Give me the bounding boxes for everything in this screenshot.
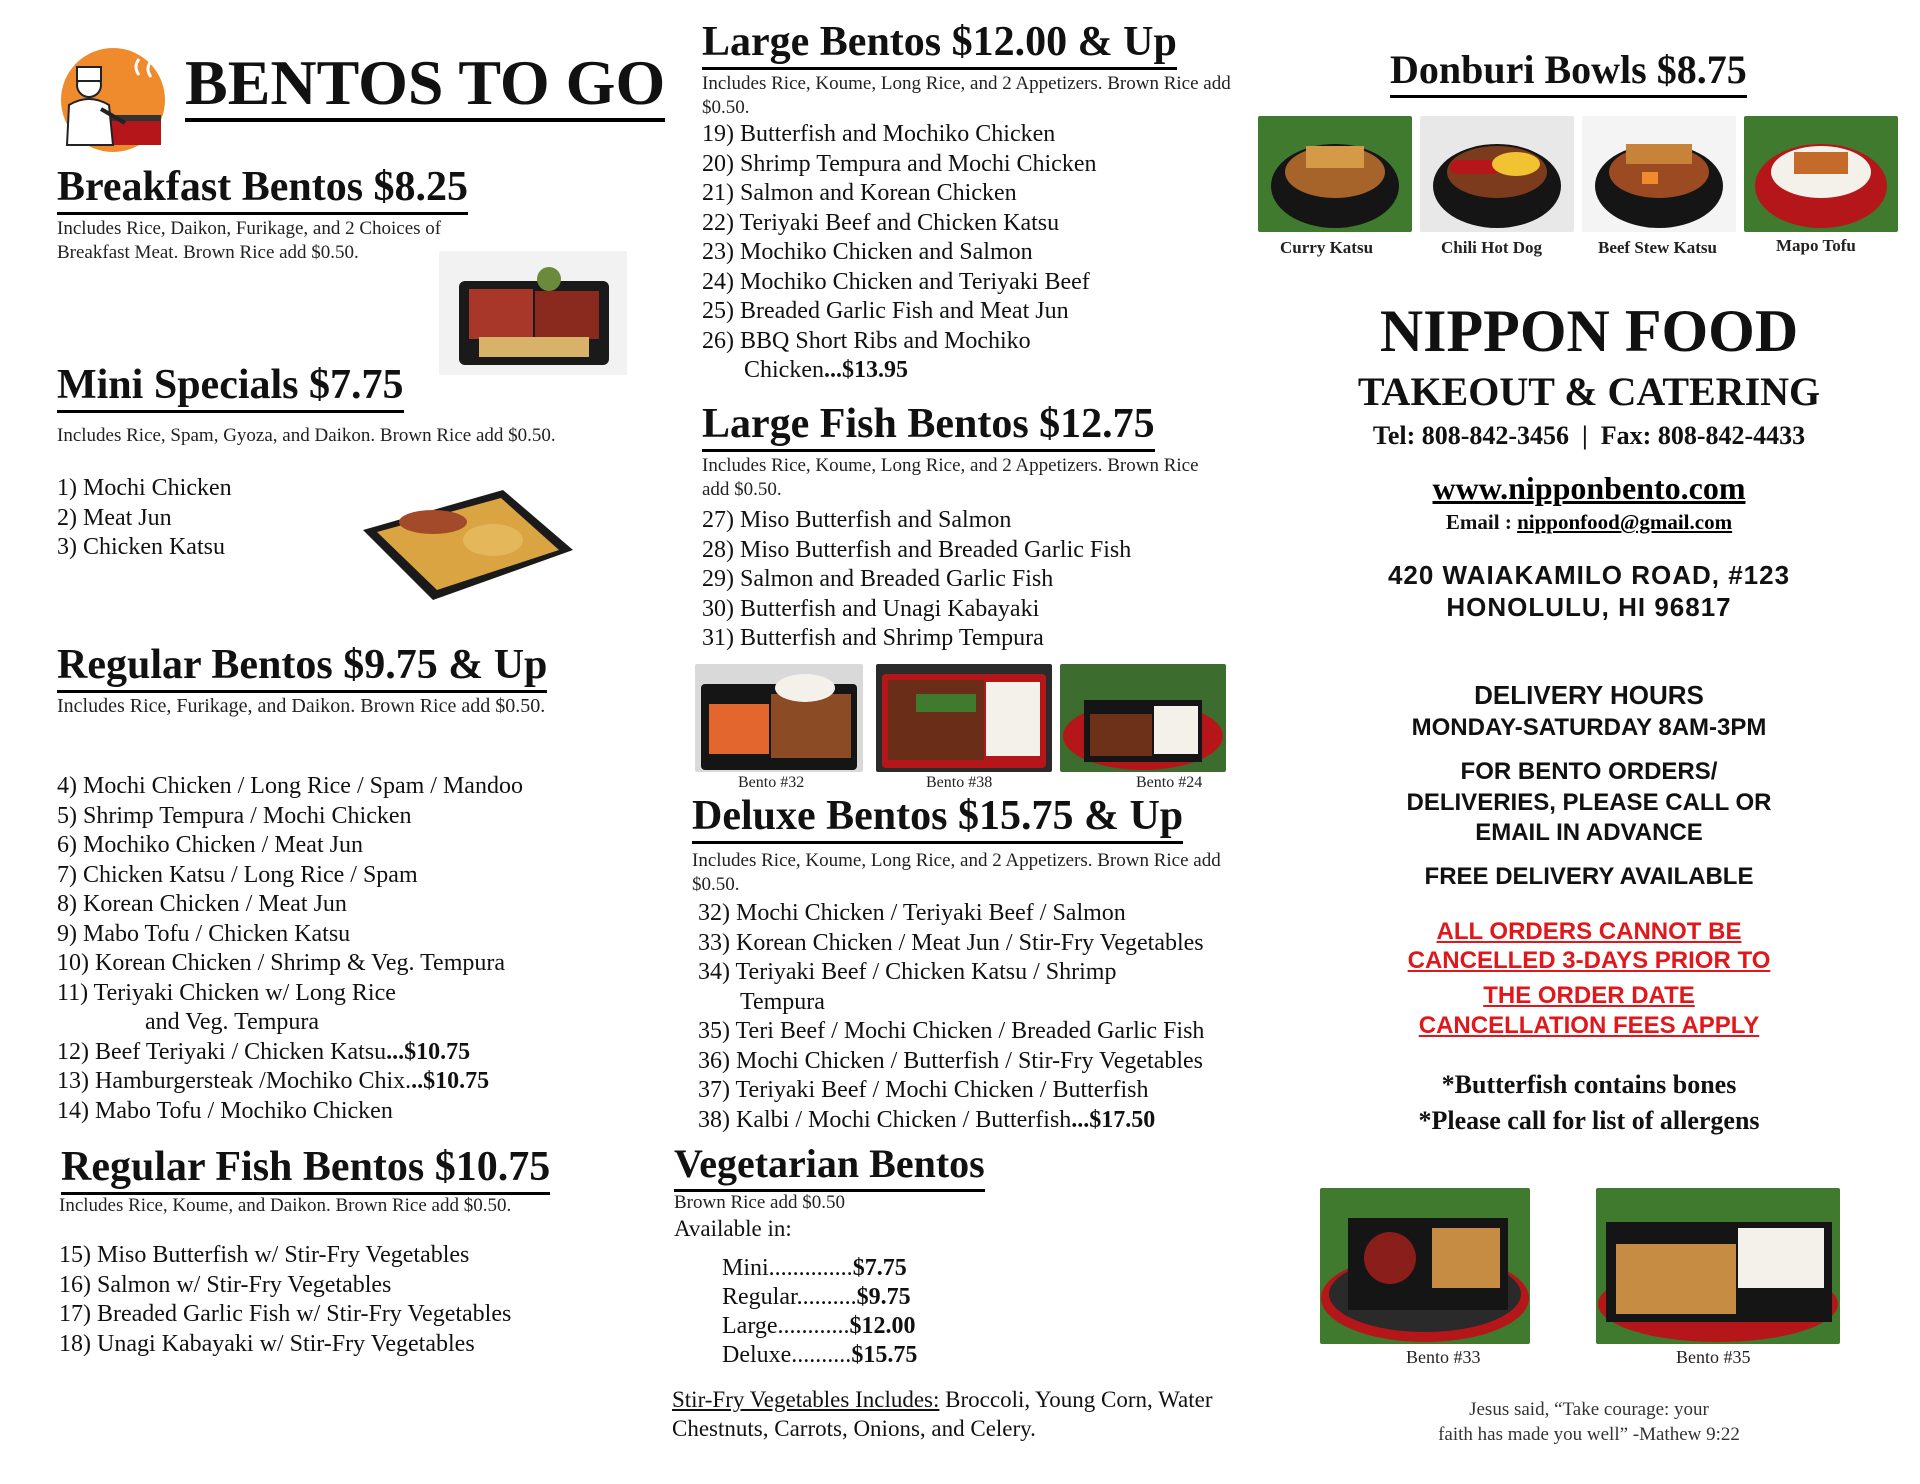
company-phone: Tel: 808-842-3456 | Fax: 808-842-4433 <box>1372 421 1806 450</box>
policy-line4: CANCELLATION FEES APPLY <box>1418 1012 1760 1039</box>
list-item: 28) Miso Butterfish and Breaded Garlic Fish <box>702 536 1132 563</box>
list-item: 32) Mochi Chicken / Teriyaki Beef / Salmon <box>698 900 1126 926</box>
quote-line2: faith has made you well” -Mathew 9:22 <box>1438 1424 1740 1445</box>
item-price: ...$13.95 <box>823 357 908 383</box>
bento-24-caption: Bento #24 <box>1136 774 1203 791</box>
list-item: 10) Korean Chicken / Shrimp & Veg. Tempura <box>57 950 506 976</box>
bento-38-photo <box>876 664 1052 772</box>
size-row <box>722 1312 917 1341</box>
stirfry-label: Stir-Fry Vegetables Includes: <box>672 1387 940 1412</box>
item-price: ...$17.50 <box>1071 1106 1156 1133</box>
brand-title: BENTOS TO GO <box>185 48 665 122</box>
bento-35-photo <box>1596 1188 1840 1344</box>
beef-stew-katsu-photo <box>1582 116 1736 232</box>
size-price: $7.75 <box>852 1255 907 1281</box>
bento-32-photo <box>695 664 863 772</box>
list-item: 36) Mochi Chicken / Butterfish / Stir-Fry Vegetables <box>698 1047 1204 1074</box>
list-item: 26) BBQ Short Ribs and Mochiko <box>702 327 1031 354</box>
mini-desc: Includes Rice, Spam, Gyoza, and Daikon. Brown Rice add $0.50. <box>57 425 556 446</box>
deluxe-list <box>698 899 1204 1135</box>
list-item: 25) Breaded Garlic Fish and Meat Jun <box>702 298 1069 324</box>
mapo-tofu-photo <box>1744 116 1898 232</box>
list-item: 8) Korean Chicken / Meat Jun <box>57 891 347 917</box>
bowl-caption: Beef Stew Katsu <box>1598 238 1717 257</box>
size-label: Large............ <box>722 1313 850 1339</box>
list-item <box>702 356 1096 386</box>
list-item <box>57 1067 523 1097</box>
regular-fish-desc: Includes Rice, Koume, and Daikon. Brown Rice add $0.50. <box>59 1195 512 1216</box>
size-row <box>722 1283 917 1312</box>
list-item: 35) Teri Beef / Mochi Chicken / Breaded Garlic Fish <box>698 1018 1205 1044</box>
size-price: $15.75 <box>851 1342 918 1368</box>
breakfast-desc: Includes Rice, Daikon, Furikage, and 2 Choices of Breakfast Meat. Brown Rice add $0.50. <box>57 218 442 263</box>
bento-33-photo <box>1320 1188 1530 1344</box>
donburi-heading: Donburi Bowls $8.75 <box>1390 46 1747 98</box>
size-price: $12.00 <box>849 1313 916 1339</box>
vegetarian-sizes <box>722 1254 917 1370</box>
list-item: Tempura <box>740 988 825 1015</box>
policy-line2: CANCELLED 3-DAYS PRIOR TO <box>1407 947 1771 974</box>
vegetarian-heading: Vegetarian Bentos <box>674 1140 985 1192</box>
large-heading: Large Bentos $12.00 & Up <box>702 18 1177 70</box>
large-list <box>702 120 1096 386</box>
regular-fish-heading: Regular Fish Bentos $10.75 <box>61 1143 550 1195</box>
regular-list <box>57 772 523 1126</box>
list-item: 29) Salmon and Breaded Garlic Fish <box>702 566 1054 592</box>
list-item: 31) Butterfish and Shrimp Tempura <box>702 625 1044 651</box>
list-item: and Veg. Tempura <box>145 1009 320 1035</box>
list-item: 7) Chicken Katsu / Long Rice / Spam <box>57 861 418 888</box>
vegetarian-brown-rice: Brown Rice add $0.50 <box>674 1192 845 1213</box>
company-address-line1: 420 WAIAKAMILO ROAD, #123 <box>1387 560 1791 590</box>
delivery-advance-line1: FOR BENTO ORDERS/ <box>1460 758 1718 785</box>
item-text: 12) Beef Teriyaki / Chicken Katsu <box>57 1038 387 1065</box>
delivery-advance-line2: DELIVERIES, PLEASE CALL OR <box>1406 789 1772 816</box>
list-item: 33) Korean Chicken / Meat Jun / Stir-Fry Vegetables <box>698 929 1204 956</box>
list-item: 30) Butterfish and Unagi Kabayaki <box>702 595 1040 622</box>
policy-line3: THE ORDER DATE <box>1483 982 1695 1009</box>
list-item: 24) Mochiko Chicken and Teriyaki Beef <box>702 268 1090 295</box>
bowl-caption: Mapo Tofu <box>1776 236 1856 255</box>
free-delivery: FREE DELIVERY AVAILABLE <box>1424 863 1754 890</box>
list-item: 22) Teriyaki Beef and Chicken Katsu <box>702 209 1060 236</box>
size-label: Deluxe.......... <box>722 1342 852 1368</box>
deluxe-heading: Deluxe Bentos $15.75 & Up <box>692 792 1183 844</box>
large-desc: Includes Rice, Koume, Long Rice, and 2 Appetizers. Brown Rice add $0.50. <box>702 73 1231 118</box>
vegetarian-available: Available in: <box>674 1216 792 1241</box>
bento-24-photo <box>1060 664 1226 772</box>
list-item: 3) Chicken Katsu <box>57 534 225 560</box>
item-price: ..$10.75 <box>411 1068 490 1094</box>
company-email-link[interactable]: nipponfood@gmail.com <box>1517 510 1733 534</box>
list-item: 20) Shrimp Tempura and Mochi Chicken <box>702 150 1097 177</box>
company-subtitle: TAKEOUT & CATERING <box>1357 369 1821 414</box>
delivery-advance-line3: EMAIL IN ADVANCE <box>1475 819 1703 846</box>
deluxe-desc: Includes Rice, Koume, Long Rice, and 2 Appetizers. Brown Rice add $0.50. <box>692 850 1221 895</box>
list-item: 9) Mabo Tofu / Chicken Katsu <box>57 920 351 947</box>
list-item: 2) Meat Jun <box>57 504 172 531</box>
list-item: 21) Salmon and Korean Chicken <box>702 180 1017 206</box>
chef-logo-icon <box>51 45 179 155</box>
item-text: Chicken <box>744 357 824 383</box>
size-price: $9.75 <box>856 1284 911 1310</box>
quote-line1: Jesus said, “Take courage: your <box>1469 1399 1709 1420</box>
mini-bento-photo <box>353 470 583 610</box>
delivery-hours: MONDAY-SATURDAY 8AM-3PM <box>1411 714 1767 741</box>
stirfry-note <box>672 1385 1252 1443</box>
policy-line1: ALL ORDERS CANNOT BE <box>1436 918 1742 945</box>
bento-35-caption: Bento #35 <box>1676 1347 1751 1367</box>
breakfast-heading: Breakfast Bentos $8.25 <box>57 163 468 215</box>
chili-hot-dog-photo <box>1420 116 1574 232</box>
list-item: 4) Mochi Chicken / Long Rice / Spam / Mandoo <box>57 773 523 799</box>
regular-heading: Regular Bentos $9.75 & Up <box>57 641 547 693</box>
company-address-line2: HONOLULU, HI 96817 <box>1446 592 1732 622</box>
stirfry-text: Broccoli, Young Corn, Water Chestnuts, Carrots, Onions, and Celery. <box>672 1387 1213 1441</box>
list-item: 17) Breaded Garlic Fish w/ Stir-Fry Vegetables <box>59 1301 512 1327</box>
list-item: 1) Mochi Chicken <box>57 475 232 501</box>
mini-list <box>57 474 232 563</box>
list-item: 6) Mochiko Chicken / Meat Jun <box>57 832 363 858</box>
butterfish-note: *Butterfish contains bones <box>1441 1070 1737 1099</box>
company-website-link[interactable]: www.nipponbento.com <box>1432 470 1746 506</box>
list-item: 37) Teriyaki Beef / Mochi Chicken / Butterfish <box>698 1077 1149 1103</box>
item-price: ...$10.75 <box>386 1038 471 1065</box>
company-email-row <box>1258 510 1920 535</box>
email-label: Email : <box>1445 510 1518 534</box>
allergen-note: *Please call for list of allergens <box>1418 1106 1760 1135</box>
list-item: 34) Teriyaki Beef / Chicken Katsu / Shrimp <box>698 959 1117 985</box>
curry-katsu-photo <box>1258 116 1412 232</box>
list-item: 18) Unagi Kabayaki w/ Stir-Fry Vegetables <box>59 1330 475 1357</box>
company-website-row <box>1258 470 1920 507</box>
size-label: Regular.......... <box>722 1284 857 1310</box>
list-item: 15) Miso Butterfish w/ Stir-Fry Vegetables <box>59 1242 470 1268</box>
bowl-caption: Chili Hot Dog <box>1441 238 1543 257</box>
list-item: 11) Teriyaki Chicken w/ Long Rice <box>57 979 396 1006</box>
large-fish-heading: Large Fish Bentos $12.75 <box>702 400 1155 452</box>
list-item: 23) Mochiko Chicken and Salmon <box>702 239 1033 265</box>
list-item: 27) Miso Butterfish and Salmon <box>702 507 1012 533</box>
list-item: 5) Shrimp Tempura / Mochi Chicken <box>57 802 412 829</box>
item-text: 13) Hamburgersteak /Mochiko Chix. <box>57 1068 412 1094</box>
size-label: Mini.............. <box>722 1255 853 1281</box>
size-row <box>722 1341 917 1370</box>
size-row <box>722 1254 917 1283</box>
item-text: 38) Kalbi / Mochi Chicken / Butterfish <box>698 1106 1072 1133</box>
regular-fish-list <box>59 1241 511 1359</box>
list-item: 14) Mabo Tofu / Mochiko Chicken <box>57 1097 393 1124</box>
delivery-title: DELIVERY HOURS <box>1474 680 1704 710</box>
list-item <box>57 1038 523 1068</box>
large-fish-list <box>702 506 1131 654</box>
bento-32-caption: Bento #32 <box>738 774 805 791</box>
list-item <box>698 1106 1204 1136</box>
list-item: 16) Salmon w/ Stir-Fry Vegetables <box>59 1271 392 1298</box>
regular-desc: Includes Rice, Furikage, and Daikon. Brown Rice add $0.50. <box>57 695 546 717</box>
list-item: 19) Butterfish and Mochiko Chicken <box>702 121 1056 147</box>
bento-33-caption: Bento #33 <box>1406 1347 1481 1367</box>
bowl-caption: Curry Katsu <box>1280 238 1374 257</box>
large-fish-desc: Includes Rice, Koume, Long Rice, and 2 Appetizers. Brown Rice add $0.50. <box>702 455 1199 500</box>
breakfast-bento-photo <box>439 251 627 375</box>
mini-heading: Mini Specials $7.75 <box>57 361 404 413</box>
company-name: NIPPON FOOD <box>1379 298 1799 364</box>
bento-38-caption: Bento #38 <box>926 774 993 791</box>
